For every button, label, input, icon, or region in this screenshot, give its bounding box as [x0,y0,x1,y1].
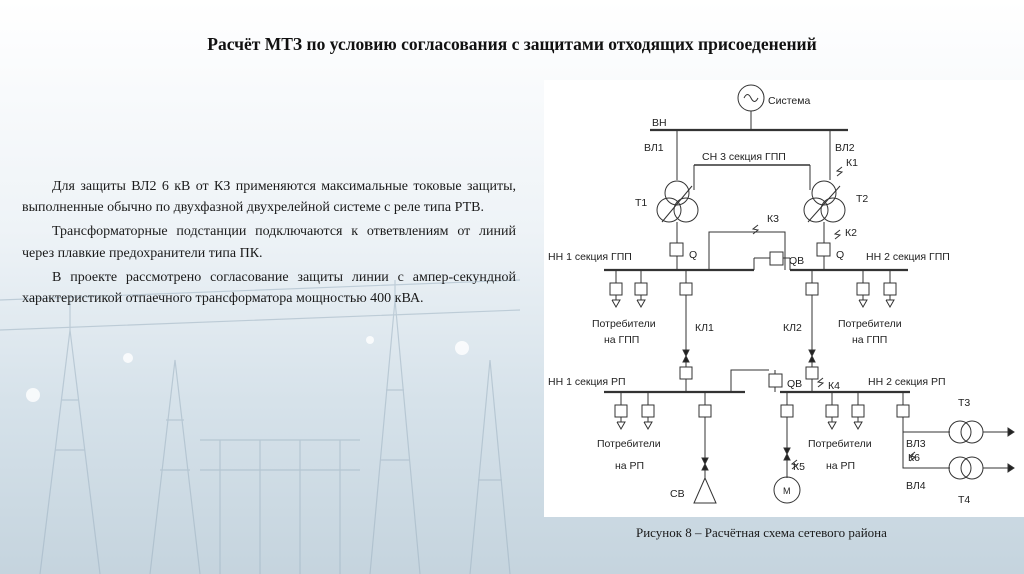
label-potr-rp-right-1: Потребители [808,438,872,450]
network-diagram-panel [544,80,1024,517]
figure-caption: Рисунок 8 – Расчётная схема сетевого района [636,525,887,540]
label-sv: СВ [670,488,685,500]
label-kl1: КЛ1 [695,322,714,334]
label-k3: К3 [767,213,779,225]
breaker-qv-gpp [770,252,783,265]
label-potr-rp-left-2: на РП [615,460,645,472]
network-diagram [544,80,1024,517]
label-potr-gpp-left-2: на ГПП [604,334,640,346]
label-potr-rp-right-2: на РП [826,460,856,472]
paragraph-2: Трансформаторные подстанции подключаются к ответвлениям от линий через плавкие предохранители типа ПК. [22,224,516,261]
label-q-right: Q [836,249,845,261]
label-t2: Т2 [856,193,869,205]
label-motor: М [783,486,791,496]
label-vl3: ВЛ3 [906,438,926,450]
label-qv-rp: QВ [787,378,803,390]
label-sistema: Система [768,95,811,107]
breaker-qv-rp [769,374,782,387]
label-potr-gpp-right-1: Потребители [838,318,902,330]
paragraph-1: Для защиты ВЛ2 6 кВ от КЗ применяются максимальные токовые защиты, выполненные обычно по двухфазной двухрелейной системе с реле типа РТВ. [22,179,516,216]
label-nn1-rp: НН 1 секция РП [548,376,626,388]
label-nn2-rp: НН 2 секция РП [868,376,946,388]
label-nn1-gpp: НН 1 секция ГПП [548,251,632,263]
label-vl1: ВЛ1 [644,142,664,154]
label-potr-gpp-right-2: на ГПП [852,334,888,346]
label-q-left: Q [689,249,698,261]
label-t1: Т1 [635,197,648,209]
paragraph-3: В проекте рассмотрено согласование защиты линии с ампер-секундной характеристикой отпаечного трансформатора мощностью 400 кВА. [22,269,516,307]
label-t3: Т3 [958,397,971,409]
transformer-t4-icon [949,457,971,479]
label-k4: К4 [828,380,840,392]
transformer-t3-icon [949,421,971,443]
label-potr-gpp-left-1: Потребители [592,318,656,330]
breaker-q-right [817,243,830,256]
label-nn2-gpp: НН 2 секция ГПП [866,251,950,263]
label-t4: Т4 [958,494,971,506]
label-k6: К6 [908,452,920,464]
slide-title: Расчёт МТЗ по условию согласования с защитами отходящих присоеденений [207,34,817,54]
label-vl4: ВЛ4 [906,480,926,492]
label-vn: ВН [652,117,667,129]
body-text [22,176,516,312]
label-vl2: ВЛ2 [835,142,855,154]
breaker-q-left [670,243,683,256]
label-k5: К5 [793,461,805,473]
label-kl2: КЛ2 [783,322,802,334]
label-k1: К1 [846,157,858,169]
label-potr-rp-left-1: Потребители [597,438,661,450]
label-k2: К2 [845,227,857,239]
label-qv-gpp: QВ [789,255,805,267]
sv-triangle-icon [694,478,716,503]
label-sn3: СН 3 секция ГПП [702,151,786,163]
